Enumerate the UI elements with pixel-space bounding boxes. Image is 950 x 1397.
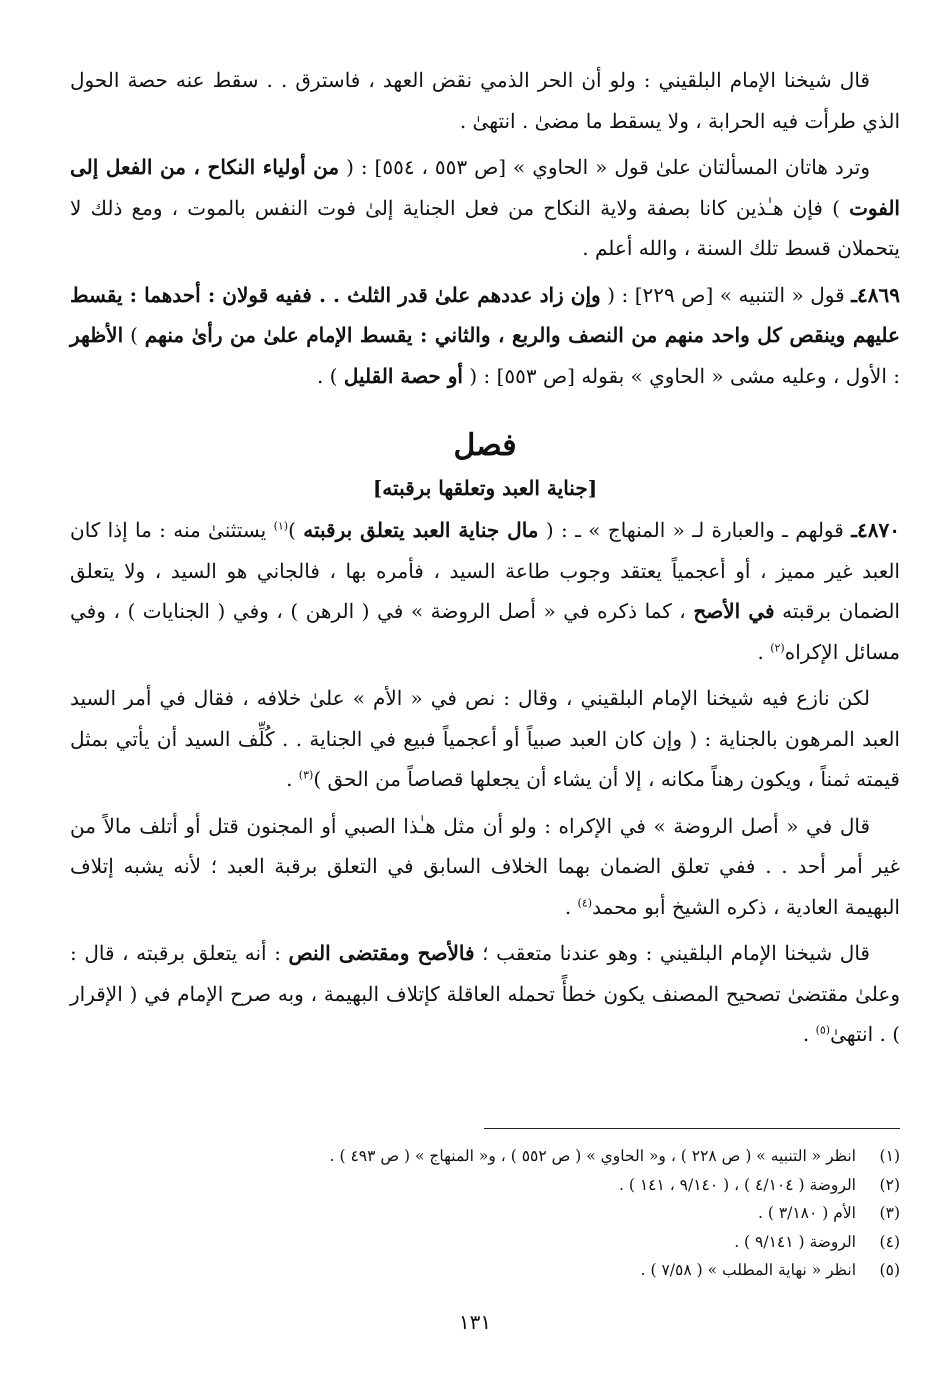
bold-quote: من أولياء النكاح ، من الفعل إلى الفوت — [70, 155, 900, 220]
section-title: [جناية العبد وتعلقها برقبته] — [372, 476, 598, 500]
bold-quote: أو حصة القليل — [343, 363, 463, 388]
text-run: . — [564, 894, 578, 919]
page-number: ١٣١ — [458, 1310, 492, 1334]
footnote-text: الأم ( ٣/١٨٠ ) . — [757, 1204, 856, 1222]
footnote-number: (٢) — [879, 1175, 900, 1194]
bold-quote: مال جناية العبد يتعلق برقبته — [303, 518, 539, 542]
text-run: قول « التنبيه » [ص ٢٢٩] : ( — [600, 282, 852, 307]
text-run: ) — [288, 518, 304, 542]
text-run: لكن نازع فيه شيخنا الإمام البلقيني ، وقال : نص في « الأم » علىٰ خلافه ، فقال في أمر السيد العبد المرهون بالجناية : ( وإن كان العبد صبياً أو أعجمياً فبيع في الجناية . . كُلِّف السيد أن يأتي بمثل قيمته ثمناً ، ويكون رهناً مكانه ، إلا أن يشاء أن يجعلها قصاصاً من الحق ) — [70, 686, 900, 791]
text-run: ) . — [316, 363, 344, 388]
footnote-ref[interactable]: (٤) — [577, 895, 593, 909]
footnote-ref[interactable]: (١) — [273, 519, 289, 533]
text-run: يستثنىٰ منه : ما إذا كان العبد غير مميز ، أو أعجمياً يعتقد وجوب طاعة السيد ، فأمره بها ، فالجاني هو السيد ، ولا يتعلق الضمان برقبته — [70, 518, 900, 623]
paragraph-1 — [70, 60, 900, 141]
text-run: : الأول ، وعليه مشى « الحاوي » بقوله [ص ٥٥٣] : ( — [462, 363, 900, 388]
footnote-number: (٥) — [879, 1261, 900, 1279]
footnote-number: (١) — [879, 1147, 900, 1165]
section-ornament: فصل — [453, 428, 517, 463]
paragraph-6 — [70, 806, 900, 928]
paragraph-5 — [70, 678, 900, 800]
text-run: ) فإن هـٰذين كانا بصفة ولاية النكاح من فعل الجناية إلىٰ فوت النفس بالموت ، ومع ذلك لا يتحملان قسط تلك السنة ، والله أعلم . — [70, 195, 900, 260]
paragraph-4 — [70, 510, 900, 672]
footnote-text: انظر « نهاية المطلب » ( ٧/٥٨ ) . — [640, 1261, 856, 1279]
text-run: . — [757, 639, 771, 664]
footnote-item — [250, 1171, 900, 1200]
bold-term: فالأصح ومقتضى النص — [288, 941, 475, 965]
paragraph-3 — [70, 275, 900, 397]
bold-term: الأظهر — [70, 323, 124, 347]
text-run: قال في « أصل الروضة » في الإكراه : ولو أن مثل هـٰذا الصبي أو المجنون قتل أو أتلف مالاً من غير أمر أحد . . ففي تعلق الضمان بهما الخلاف السابق في التعلق برقبة العبد ؛ لأنه يشبه إتلاف البهيمة العادية ، ذكره الشيخ أبو محمد — [70, 813, 900, 919]
paragraph-text: قال شيخنا الإمام البلقيني : ولو أن الحر الذمي نقض العهد ، فاسترق . . سقط عنه حصة الحول الذي طرأت فيه الحرابة ، ولا يسقط ما مضىٰ . انتهىٰ . — [70, 68, 900, 133]
bold-quote: وإن زاد عددهم علىٰ قدر الثلث . . ففيه قولان : أحدهما : يقسط عليهم وينقص كل واحد منهم من النصف والربع ، والثاني : يقسط الإمام علىٰ من رأىٰ منهم — [70, 282, 900, 347]
text-run: . — [286, 767, 299, 791]
footnote-text: الروضة ( ٩/١٤١ ) . — [734, 1232, 856, 1251]
footnote-ref[interactable]: (٢) — [770, 640, 785, 654]
text-run: ، كما ذكره في « أصل الروضة » في ( الرهن ) ، وفي ( الجنايات ) ، وفي مسائل الإكراه — [70, 599, 900, 664]
text-run: وترد هاتان المسألتان علىٰ قول « الحاوي » [ص ٥٥٣ ، ٥٥٤] : ( — [339, 155, 870, 179]
footnote-ref[interactable]: (٣) — [298, 768, 314, 782]
paragraph-2 — [70, 147, 900, 269]
footnote-divider — [484, 1128, 900, 1129]
section-heading — [70, 422, 900, 470]
entry-number: ٤٨٦٩ـ — [851, 282, 900, 307]
text-run: قال شيخنا الإمام البلقيني : وهو عندنا متعقب ؛ — [474, 941, 870, 965]
text-run: قولهم ـ والعبارة لـ « المنهاج » ـ : ( — [538, 518, 852, 542]
footnote-item — [250, 1142, 900, 1171]
footnote-item — [250, 1199, 900, 1228]
page-body — [70, 60, 900, 1055]
text-run: : أنه يتعلق برقبته ، قال : وعلىٰ مقتضىٰ تصحيح المصنف يكون خطأً تحمله العاقلة كإتلاف البهيمة ، وبه صرح الإمام في ( الإقرار ) . انتهىٰ — [70, 941, 900, 1046]
text-run: . — [802, 1022, 816, 1046]
footnote-text: انظر « التنبيه » ( ص ٢٢٨ ) ، و« الحاوي » ( ص ٥٥٢ ) ، و« المنهاج » ( ص ٤٩٣ ) . — [329, 1147, 856, 1165]
footnote-ref[interactable]: (٥) — [815, 1023, 831, 1037]
footnote-number: (٤) — [879, 1232, 900, 1251]
footnotes — [250, 1142, 900, 1285]
text-run: ) — [123, 323, 145, 347]
bold-term: في الأصح — [693, 599, 775, 623]
entry-number: ٤٨٧٠ـ — [851, 518, 900, 542]
footnote-text: الروضة ( ٤/١٠٤ ) ، ( ٩/١٤٠ ، ١٤١ ) . — [619, 1175, 856, 1194]
footnote-number: (٣) — [879, 1204, 900, 1222]
footnote-item — [250, 1228, 900, 1257]
paragraph-7 — [70, 933, 900, 1055]
footnote-item — [250, 1256, 900, 1285]
